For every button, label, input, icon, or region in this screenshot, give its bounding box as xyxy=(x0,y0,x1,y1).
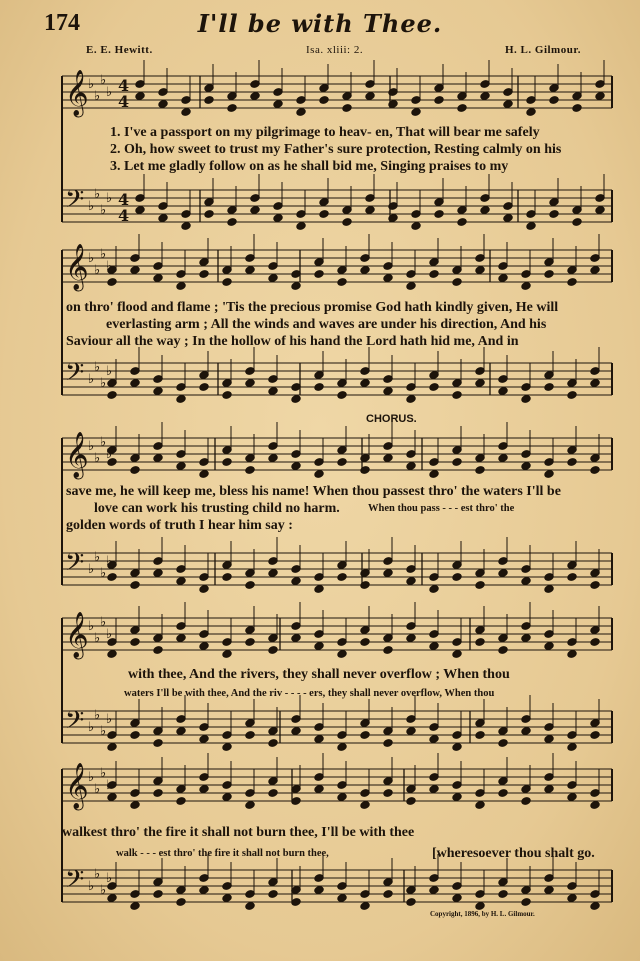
svg-text:♭: ♭ xyxy=(88,199,95,214)
system3-verse1: save me, he will keep me, bless his name! When thou passest thro' the waters I'll be xyxy=(66,484,561,499)
svg-text:♭: ♭ xyxy=(94,782,101,797)
system2-verse2: everlasting arm ; All the winds and waves are under his direction, And his xyxy=(106,317,547,332)
system1-verse1: 1. I've a passport on my pilgrimage to heav- en, That will bear me safely xyxy=(110,125,540,140)
svg-text:♭: ♭ xyxy=(88,619,95,634)
system1-verse2: 2. Oh, how sweet to trust my Father's sure protection, Resting calmly on his xyxy=(110,142,562,157)
page-number: 174 xyxy=(44,10,80,36)
svg-text:𝄞: 𝄞 xyxy=(65,70,89,116)
svg-text:𝄞: 𝄞 xyxy=(65,763,89,809)
svg-text:♭: ♭ xyxy=(100,566,107,581)
svg-text:♭: ♭ xyxy=(94,867,101,882)
svg-text:𝄞: 𝄞 xyxy=(65,244,89,290)
system4-soprano: with thee, And the rivers, they shall never overflow ; When thou xyxy=(128,667,510,682)
svg-text:♭: ♭ xyxy=(94,550,101,565)
svg-text:♭: ♭ xyxy=(100,73,107,88)
system3-verse3: golden words of truth I hear him say : xyxy=(66,518,293,533)
svg-text:♭: ♭ xyxy=(94,451,101,466)
svg-text:♭: ♭ xyxy=(106,447,113,462)
svg-text:4: 4 xyxy=(118,92,130,111)
svg-text:♭: ♭ xyxy=(106,871,113,886)
hymn-title: I'll be with Thee. xyxy=(197,9,443,38)
svg-text:4: 4 xyxy=(118,206,130,225)
svg-text:𝄢: 𝄢 xyxy=(65,358,85,393)
svg-text:𝄞: 𝄞 xyxy=(65,432,89,478)
svg-text:♭: ♭ xyxy=(100,203,107,218)
svg-text:♭: ♭ xyxy=(88,251,95,266)
svg-text:♭: ♭ xyxy=(100,376,107,391)
svg-text:𝄞: 𝄞 xyxy=(65,612,89,658)
chorus-label: CHORUS. xyxy=(366,413,417,425)
copyright-notice: Copyright, 1896, by H. L. Gilmour. xyxy=(430,910,535,918)
svg-text:♭: ♭ xyxy=(88,562,95,577)
system5-soprano: walkest thro' the fire it shall not burn thee, I'll be with thee xyxy=(62,825,415,840)
svg-text:♭: ♭ xyxy=(94,360,101,375)
svg-text:♭: ♭ xyxy=(88,879,95,894)
system3-alto-echo: When thou pass - - - est thro' the xyxy=(368,503,515,514)
author-credit: E. E. Hewitt. xyxy=(86,44,153,56)
svg-text:♭: ♭ xyxy=(100,615,107,630)
system2-verse3: Saviour all the way ; In the hollow of his hand the Lord hath hid me, And in xyxy=(66,334,519,349)
svg-text:4: 4 xyxy=(118,76,130,95)
system2-verse1: on thro' flood and flame ; 'Tis the precious promise God hath kindly given, He will xyxy=(66,300,559,315)
svg-text:♭: ♭ xyxy=(100,766,107,781)
system4-echo: waters I'll be with thee, And the riv - - - - ers, they shall never overflow, When thou xyxy=(124,688,495,699)
svg-text:♭: ♭ xyxy=(94,631,101,646)
svg-text:𝄢: 𝄢 xyxy=(65,185,85,220)
scripture-reference: Isa. xliii: 2. xyxy=(306,44,364,56)
svg-text:𝄢: 𝄢 xyxy=(65,706,85,741)
system5-echo: walk - - - est thro' the fire it shall not burn thee, xyxy=(116,848,329,859)
system5-ending: [wheresoever thou shalt go. xyxy=(432,846,595,861)
system3-verse2: love can work his trusting child no harm. xyxy=(94,501,340,516)
svg-text:♭: ♭ xyxy=(106,627,113,642)
svg-text:♭: ♭ xyxy=(106,259,113,274)
composer-credit: H. L. Gilmour. xyxy=(505,44,581,56)
svg-text:♭: ♭ xyxy=(88,720,95,735)
svg-text:♭: ♭ xyxy=(106,554,113,569)
svg-text:♭: ♭ xyxy=(100,247,107,262)
svg-text:♭: ♭ xyxy=(106,191,113,206)
svg-text:𝄢: 𝄢 xyxy=(65,548,85,583)
system1-verse3: 3. Let me gladly follow on as he shall bid me, Singing praises to my xyxy=(110,159,509,174)
svg-text:♭: ♭ xyxy=(94,708,101,723)
svg-text:♭: ♭ xyxy=(100,883,107,898)
svg-text:♭: ♭ xyxy=(106,364,113,379)
svg-text:♭: ♭ xyxy=(88,770,95,785)
svg-text:♭: ♭ xyxy=(106,85,113,100)
svg-text:4: 4 xyxy=(118,190,130,209)
svg-text:♭: ♭ xyxy=(94,89,101,104)
svg-text:♭: ♭ xyxy=(94,187,101,202)
svg-text:♭: ♭ xyxy=(106,712,113,727)
svg-text:♭: ♭ xyxy=(94,263,101,278)
svg-text:♭: ♭ xyxy=(88,372,95,387)
svg-text:♭: ♭ xyxy=(100,724,107,739)
svg-text:♭: ♭ xyxy=(100,435,107,450)
svg-text:♭: ♭ xyxy=(106,778,113,793)
svg-text:𝄢: 𝄢 xyxy=(65,865,85,900)
svg-text:♭: ♭ xyxy=(88,77,95,92)
svg-text:♭: ♭ xyxy=(88,439,95,454)
